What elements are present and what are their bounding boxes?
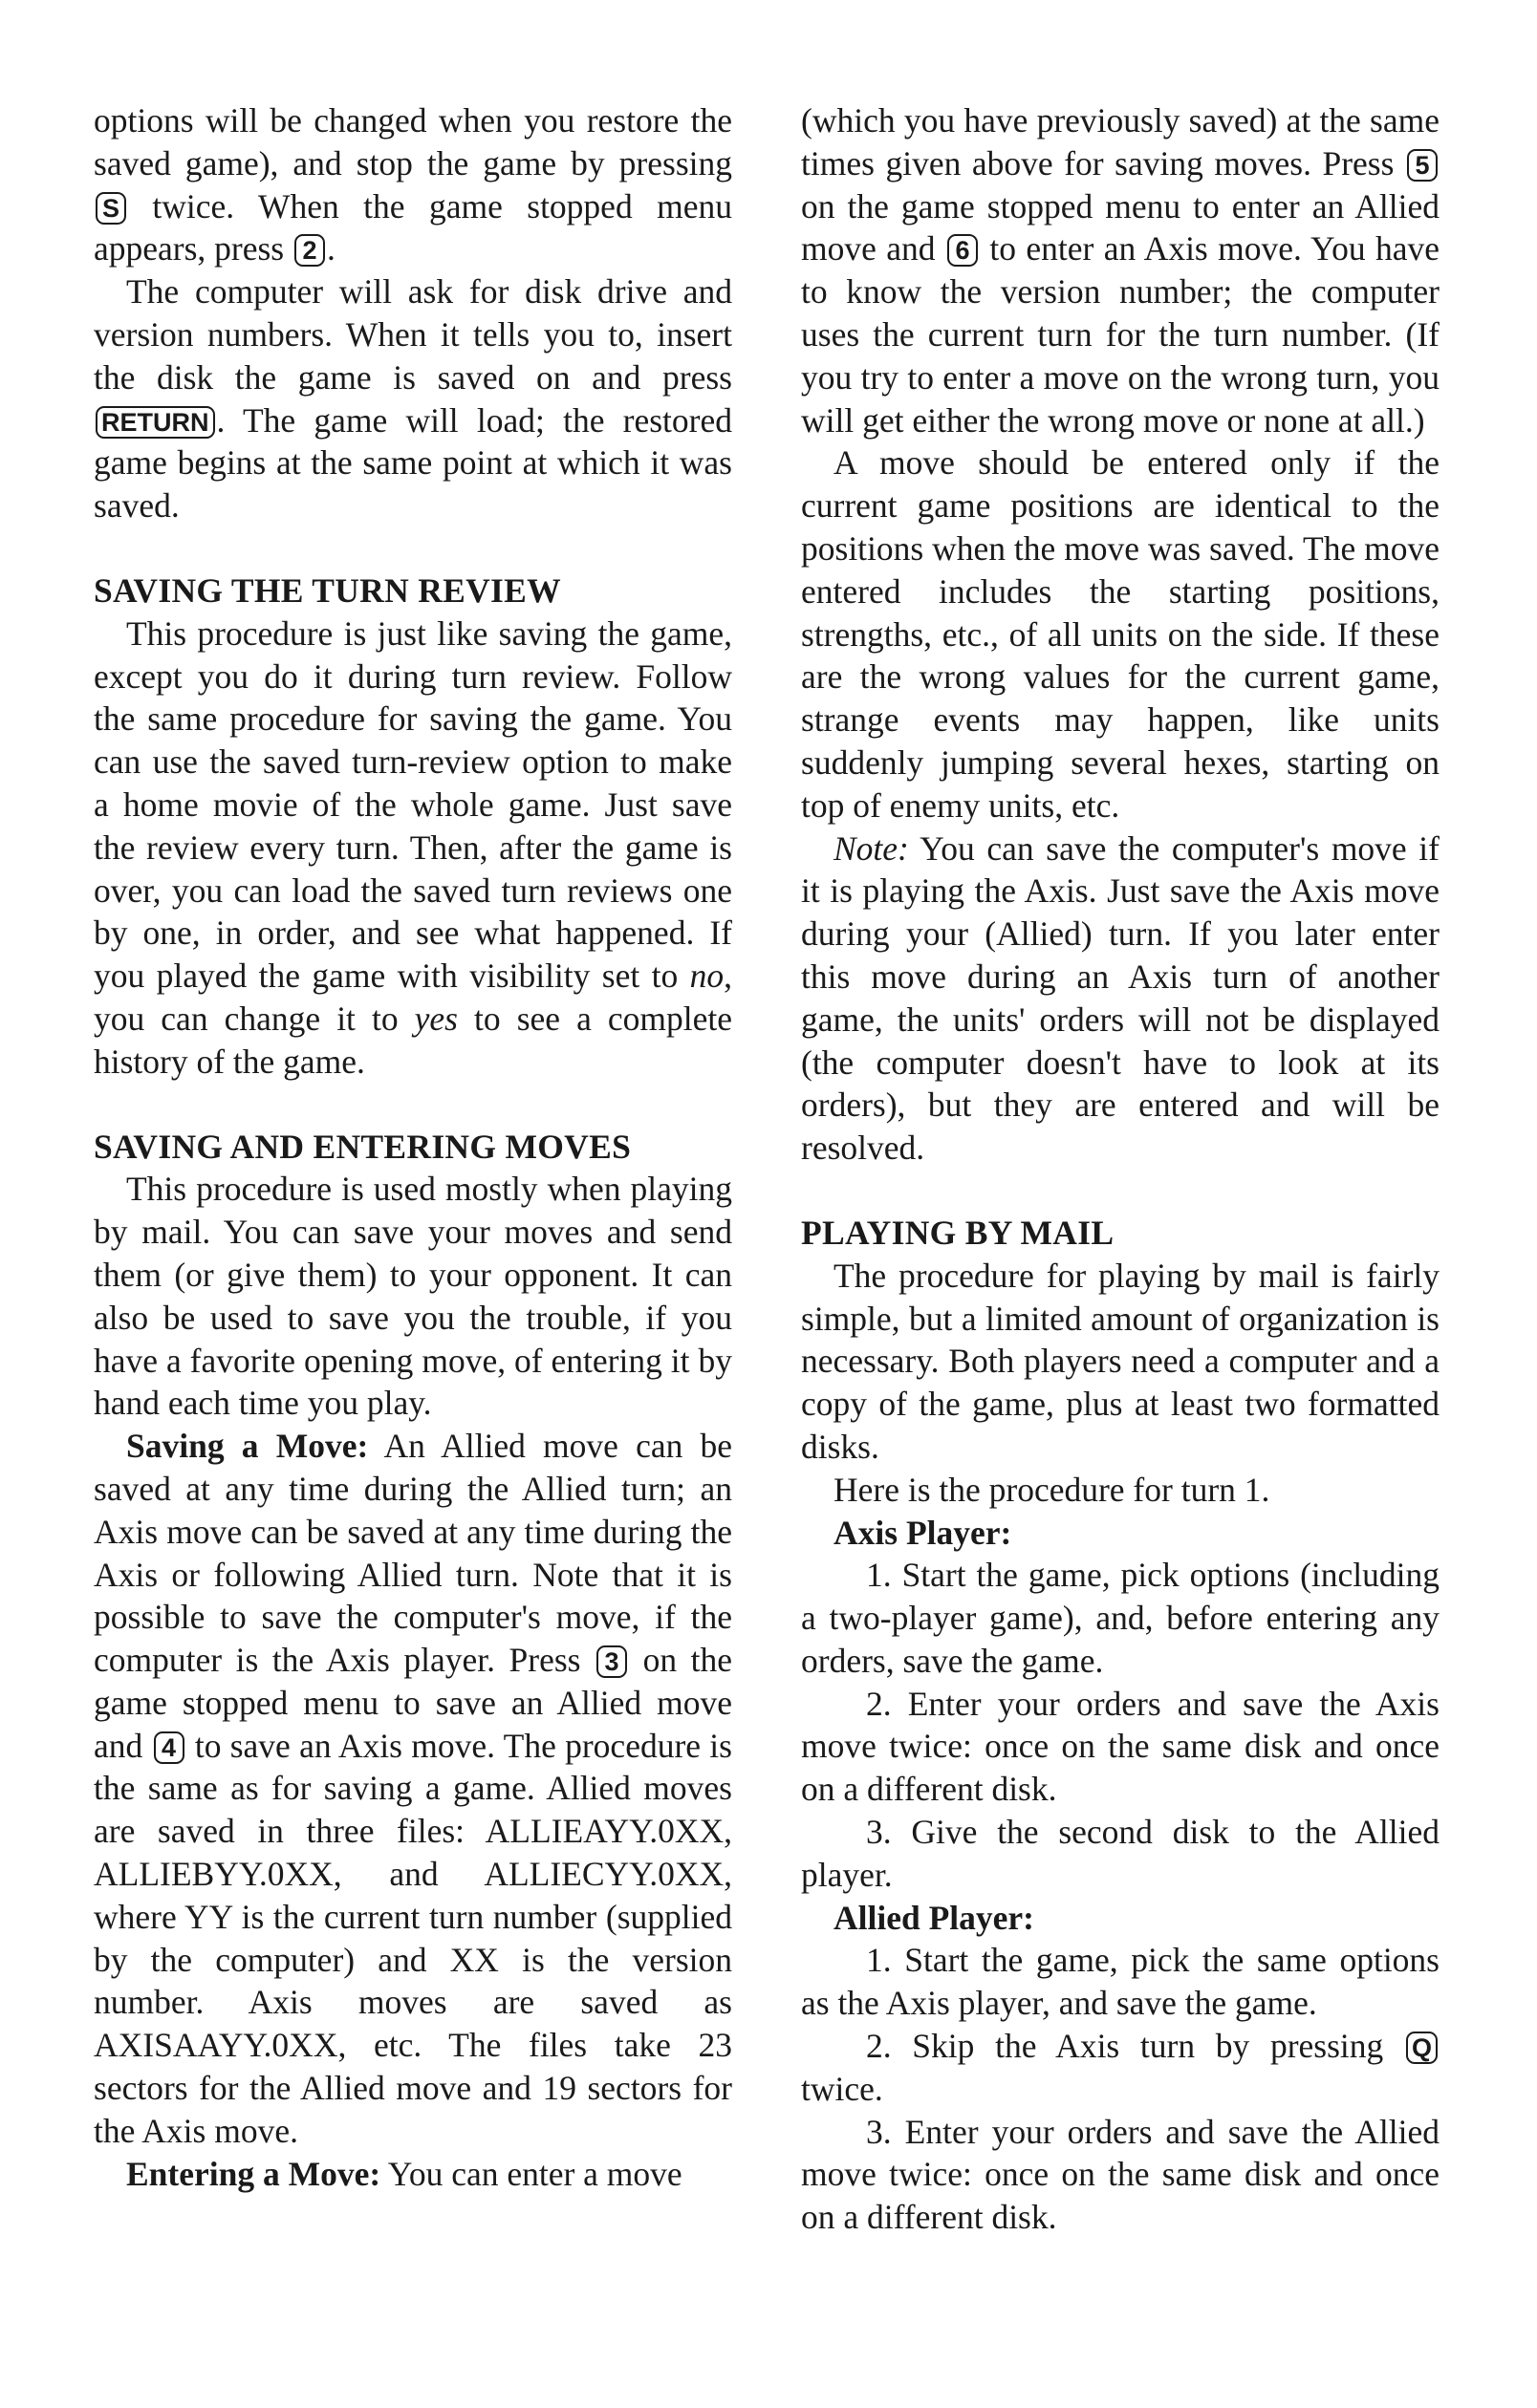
heading-playing-by-mail: PLAYING BY MAIL [801, 1213, 1115, 1252]
heading-saving-turn-review: SAVING THE TURN REVIEW [94, 570, 561, 610]
paragraph-restore-game: options will be changed when you restore the saved game), and stop the game by pressing S twice. When the game stopped menu appears, press 2 . [94, 101, 732, 269]
axis-step-2: 2. Enter your orders and save the Axis move twice: once on the same disk and once on a different disk. [801, 1684, 1440, 1809]
paragraph-turn-1: Here is the procedure for turn 1. [833, 1470, 1270, 1509]
axis-step-1: 1. Start the game, pick options (including a two-player game), and, before entering any orders, save the game. [801, 1556, 1440, 1680]
key-5-icon: 5 [1407, 149, 1438, 182]
paragraph-mail-procedure: The procedure for playing by mail is fairly simple, but a limited amount of organization is necessary. Both players need a computer and a copy of the game, plus at least two formatted disks. [801, 1256, 1440, 1466]
paragraph-entering-a-move: Entering a Move: You can enter a move [126, 2154, 682, 2193]
key-2-icon: 2 [294, 234, 325, 267]
allied-step-1: 1. Start the game, pick the same options as the Axis player, and save the game. [801, 1941, 1440, 2023]
axis-step-3: 3. Give the second disk to the Allied player. [801, 1813, 1440, 1894]
key-return-icon: RETURN [96, 406, 215, 439]
paragraph-saving-a-move: Saving a Move: An Allied move can be saved at any time during the Allied turn; an Axis move can be saved at any time during the Axis or following Allied turn. Note that it is possible to save the computer's move, if the computer is the Axis player. Press 3 on the game stopped menu to save an Allied move and 4 to save an Axis move. The procedure is the same as for saving a game. Allied moves are saved in three files: ALLIEAYY.0XX, ALLIEBYY.0XX, and ALLIECYY.0XX, where YY is the current turn number (supplied by the computer) and XX is the version number. Axis moves are saved as AXISAAYY.0XX, etc. The files take 23 sectors for the Allied move and 19 sectors for the Axis move. [94, 1427, 733, 2150]
right-column [801, 99, 1440, 2239]
key-6-icon: 6 [947, 234, 978, 267]
key-4-icon: 4 [154, 1731, 184, 1764]
subheading-axis-player: Axis Player: [833, 1513, 1012, 1552]
left-column [94, 99, 732, 2195]
key-q-icon: Q [1406, 2032, 1438, 2064]
paragraph-disk-drive: The computer will ask for disk drive and version numbers. When it tells you to, insert the disk the game is saved on and press RETURN . The game will load; the restored game begins at the same point at which it was saved. [94, 272, 732, 526]
heading-saving-entering-moves: SAVING AND ENTERING MOVES [94, 1127, 632, 1166]
paragraph-move-positions: A move should be entered only if the current game positions are identical to the positions when the move was saved. The move entered includes the starting positions, strengths, etc., of all units on the side. If these are the wrong values for the current game, strange events may happen, like units suddenly jumping several hexes, starting on top of enemy units, etc. [801, 443, 1440, 825]
paragraph-turn-review: This procedure is just like saving the game, except you do it during turn review. Follow the same procedure for saving the game. You can use the saved turn-review option to make a home movie of the whole game. Just save the review every turn. Then, after the game is over, you can load the saved turn reviews one by one, in order, and see what happened. If you played the game with visibility set to no, you can change it to yes to see a complete history of the game. [94, 613, 732, 1081]
key-3-icon: 3 [596, 1645, 627, 1678]
subheading-allied-player: Allied Player: [833, 1898, 1034, 1937]
allied-step-2: 2. Skip the Axis turn by pressing Q twice. [801, 2025, 1440, 2111]
paragraph-entering-continued: (which you have previously saved) at the same times given above for saving moves. Press 5 on the game stopped menu to enter an Allied move and 6 to enter an Axis move. You have to know the version number; the computer uses the current turn for the turn number. (If you try to enter a move on the wrong turn, you will get either the wrong move or none at all.) [801, 101, 1440, 440]
paragraph-play-by-mail-intro: This procedure is used mostly when playing by mail. You can save your moves and send them (or give them) to your opponent. It can also be used to save you the trouble, if you have a favorite opening move, of entering it by hand each time you play. [94, 1170, 732, 1423]
allied-step-3: 3. Enter your orders and save the Allied move twice: once on the same disk and once on a different disk. [801, 2112, 1440, 2237]
paragraph-note: Note: You can save the computer's move if it is playing the Axis. Just save the Axis move during your (Allied) turn. If you later enter this move during an Axis turn of another game, the units' orders will not be displayed (the computer doesn't have to look at its orders), but they are entered and will be resolved. [801, 828, 1440, 1168]
key-s-icon: S [96, 192, 126, 225]
